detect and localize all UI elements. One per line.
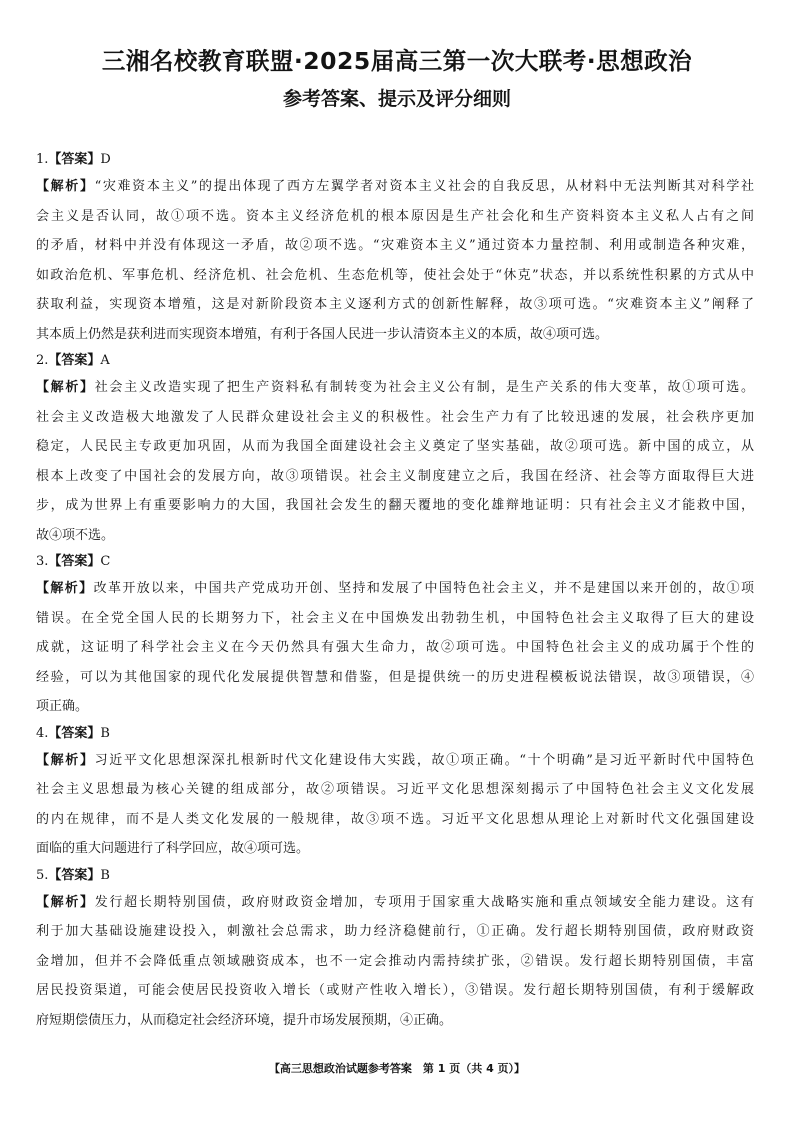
analysis-label: 【解析】: [36, 581, 94, 596]
analysis-line: 的内在规律，而不是人类文化发展的一般规律，故③项不选。习近平文化思想从理论上对新时代文化强国建设: [36, 811, 754, 827]
analysis-label: 【解析】: [36, 179, 95, 194]
analysis-line: 成就，这证明了科学社会主义在今天仍然具有强大生命力，故②项可选。中国特色社会主义的成功属于个性的: [36, 640, 754, 655]
answer-value: C: [100, 554, 111, 569]
analysis-line: 【解析】习近平文化思想深深扎根新时代文化建设伟大实践，故①项正确。“十个明确”是习近平新时代中国特色: [36, 752, 754, 768]
question-number: 1.: [36, 152, 49, 167]
answer-label: 【答案】: [48, 353, 101, 368]
analysis-line: 【解析】发行超长期特别国债，政府财政资金增加，专项用于国家重大战略实施和重点领域安全能力建设。这有: [36, 894, 754, 910]
question-number: 3.: [36, 554, 49, 569]
analysis-line: 面临的重大问题进行了科学回应，故④项可选。: [36, 841, 310, 856]
answer-label: 【答案】: [48, 867, 101, 883]
analysis-line: 府短期偿债压力，从而稳定社会经济环境，提升市场发展预期，④正确。: [36, 1012, 453, 1028]
question-4: [36, 722, 754, 864]
question-header: [36, 550, 754, 574]
analysis-label: 【解析】: [36, 380, 95, 395]
analysis-line: 的矛盾，材料中并没有体现这一矛盾，故②项不选。“灾难资本主义”通过资本力量控制、利用或制造各种灾难，: [36, 238, 754, 253]
analysis-line: 经验，可以为其他国家的现代化发展提供智慧和借鉴，但是提供统一的历史进程模板说法错误，故③项错误，④: [36, 669, 754, 685]
analysis-line: 利于加大基础设施建设投入，刺激社会总需求，助力经济稳健前行，①正确。发行超长期特别国债，政府财政资: [36, 924, 754, 939]
document-subtitle: 参考答案、提示及评分细则: [282, 88, 511, 110]
question-3: [36, 550, 754, 722]
answer-value: D: [100, 152, 111, 167]
analysis-label: 【解析】: [36, 752, 95, 768]
answer-value: A: [100, 353, 110, 368]
question-header: [36, 148, 754, 172]
analysis-line: 项正确。: [36, 699, 89, 714]
question-header: [36, 864, 754, 888]
analysis-line: 居民投资渠道，可能会使居民投资收入增长（或财产性收入增长），③错误。发行超长期特别国债，有利于缓解政: [36, 983, 754, 998]
question-number: 5.: [36, 867, 49, 883]
analysis-line: 根本上改变了中国社会的发展方向，故③项错误。社会主义制度建立之后，我国在经济、社会等方面取得巨大进: [36, 468, 754, 484]
question-5: [36, 864, 754, 1036]
analysis-line: 金增加，但并不会降低重点领域融资成本，也不一定会推动内需持续扩张，②错误。发行超长期特别国债，丰富: [36, 953, 754, 969]
question-number: 4.: [36, 725, 49, 741]
analysis-line: 获取利益，实现资本增殖，这是对新阶段资本主义逐利方式的创新性解释，故③项可选。“灾难资本主义”阐释了: [36, 297, 754, 312]
document-title: 三湘名校教育联盟·2025届高三第一次大联考·思想政治: [101, 47, 693, 75]
analysis-label: 【解析】: [36, 894, 95, 910]
question-2: [36, 349, 754, 550]
analysis-line: 【解析】“灾难资本主义”的提出体现了西方左翼学者对资本主义社会的自我反思，从材料中无法判断其对科学社: [36, 179, 754, 194]
analysis-line: 【解析】改革开放以来，中国共产党成功开创、坚持和发展了中国特色社会主义，并不是建国以来开创的，故①项: [36, 581, 754, 596]
answer-label: 【答案】: [48, 554, 101, 569]
page-footer: 【高三思想政治试题参考答案 第 1 页（共 4 页）】: [268, 1062, 526, 1075]
analysis-line: 错误。在全党全国人民的长期努力下，社会主义在中国焕发出勃勃生机，中国特色社会主义取得了巨大的建设: [36, 610, 754, 626]
analysis-line: 步，成为世界上有重要影响力的大国，我国社会发生的翻天覆地的变化雄辩地证明：只有社会主义才能救中国，: [36, 498, 754, 513]
analysis-line: 社会主义改造极大地激发了人民群众建设社会主义的积极性。社会生产力有了比较迅速的发展，社会秩序更加: [36, 409, 754, 425]
question-1: [36, 148, 754, 349]
answer-label: 【答案】: [48, 152, 101, 167]
analysis-line: 如政治危机、军事危机、经济危机、社会危机、生态危机等，使社会处于“休克”状态，并以系统性积累的方式从中: [36, 267, 754, 283]
analysis-line: 会主义是否认同，故①项不选。资本主义经济危机的根本原因是生产社会化和生产资料资本主义私人占有之间: [36, 208, 754, 224]
analysis-line: 【解析】社会主义改造实现了把生产资料私有制转变为社会主义公有制，是生产关系的伟大变革，故①项可选。: [36, 380, 754, 395]
answer-value: B: [100, 725, 110, 741]
answer-value: B: [100, 867, 110, 883]
analysis-line: 其本质上仍然是获利进而实现资本增殖，有利于各国人民进一步认清资本主义的本质，故④项可选。: [36, 326, 609, 342]
question-header: [36, 349, 754, 373]
analysis-line: 故④项不选。: [36, 527, 115, 543]
answer-label: 【答案】: [48, 725, 101, 741]
analysis-line: 社会主义思想最为核心关键的组成部分，故②项错误。习近平文化思想深刻揭示了中国特色社会主义文化发展: [36, 782, 754, 797]
analysis-line: 稳定，人民民主专政更加巩固，从而为我国全面建设社会主义奠定了坚实基础，故②项可选。新中国的成立，从: [36, 439, 754, 454]
question-number: 2.: [36, 353, 49, 368]
answer-content: [36, 148, 754, 1035]
question-header: [36, 722, 754, 746]
